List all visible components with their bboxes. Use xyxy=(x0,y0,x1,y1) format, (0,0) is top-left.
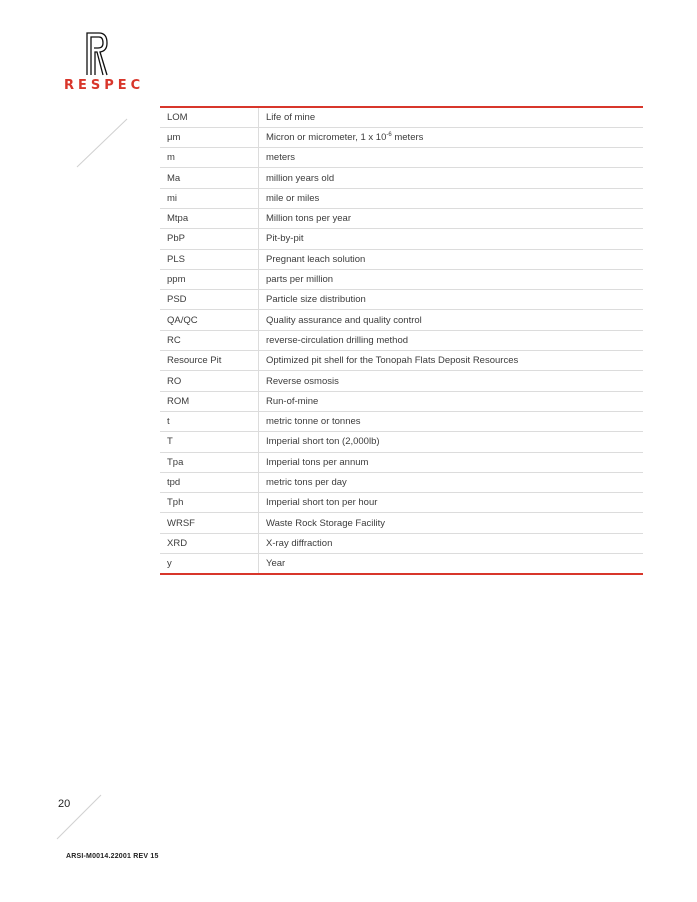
table-row xyxy=(160,513,643,533)
abbr-definition: Year xyxy=(266,557,286,569)
abbr-definition: metric tons per day xyxy=(259,472,644,492)
table-row xyxy=(160,391,643,411)
table-row xyxy=(160,452,643,472)
abbr-term: ROM xyxy=(160,391,259,411)
abbr-term: Resource Pit xyxy=(160,351,259,371)
table-row xyxy=(160,148,643,168)
abbr-definition: X-ray diffraction xyxy=(259,533,644,553)
table-row xyxy=(160,188,643,208)
table-row xyxy=(160,533,643,553)
table-row xyxy=(160,432,643,452)
decorative-diagonal-footer xyxy=(56,794,102,840)
abbr-definition: Reverse osmosis xyxy=(259,371,644,391)
abbr-term: Tph xyxy=(160,493,259,513)
abbr-term: QA/QC xyxy=(160,310,259,330)
abbr-term: t xyxy=(160,411,259,431)
abbr-definition: Quality assurance and quality control xyxy=(259,310,644,330)
abbr-definition: Imperial tons per annum xyxy=(259,452,644,472)
abbr-term: T xyxy=(160,432,259,452)
abbr-term: y xyxy=(160,554,259,574)
abbr-term: PSD xyxy=(160,290,259,310)
page-number: 20 xyxy=(58,798,71,810)
abbr-definition: Pit-by-pit xyxy=(259,229,644,249)
abbr-term: tpd xyxy=(160,472,259,492)
table-row xyxy=(160,351,643,371)
table-row xyxy=(160,107,643,127)
logo-wordmark: RESPEC xyxy=(64,78,145,93)
table-row xyxy=(160,168,643,188)
abbr-definition: Imperial short ton per hour xyxy=(259,493,644,513)
respec-r-mark-icon xyxy=(84,30,110,76)
abbr-definition: Run-of-mine xyxy=(259,391,644,411)
abbr-term: RC xyxy=(160,330,259,350)
abbr-definition: mile or miles xyxy=(259,188,644,208)
abbr-term: mi xyxy=(160,188,259,208)
table-row xyxy=(160,208,643,228)
abbr-definition: Waste Rock Storage Facility xyxy=(259,513,644,533)
abbr-term: WRSF xyxy=(160,513,259,533)
abbr-term: PLS xyxy=(160,249,259,269)
table-row xyxy=(160,472,643,492)
abbr-term: μm xyxy=(160,127,259,147)
table-row xyxy=(160,229,643,249)
abbr-definition: Particle size distribution xyxy=(259,290,644,310)
abbr-term: Mtpa xyxy=(160,208,259,228)
table-row xyxy=(160,290,643,310)
decorative-diagonal-top xyxy=(76,118,128,168)
abbr-term: Ma xyxy=(160,168,259,188)
abbr-definition: metric tonne or tonnes xyxy=(259,411,644,431)
abbr-term: XRD xyxy=(160,533,259,553)
table-row xyxy=(160,493,643,513)
abbreviations-table xyxy=(160,106,643,575)
abbr-term: PbP xyxy=(160,229,259,249)
table-row xyxy=(160,554,643,574)
abbr-definition: Life of mine xyxy=(259,107,644,127)
abbr-term: LOM xyxy=(160,107,259,127)
document-id: ARSI-M0014.22001 REV 15 xyxy=(66,853,159,860)
abbr-definition-text: Micron or micrometer, 1 x 10 xyxy=(266,132,387,144)
abbr-definition: million years old xyxy=(259,168,644,188)
abbr-term: Tpa xyxy=(160,452,259,472)
abbr-definition: reverse-circulation drilling method xyxy=(259,330,644,350)
table-row xyxy=(160,371,643,391)
abbr-term: m xyxy=(160,148,259,168)
abbr-definition xyxy=(259,127,644,147)
table-row xyxy=(160,330,643,350)
abbr-definition: meters xyxy=(259,148,644,168)
respec-logo xyxy=(64,30,145,110)
abbr-definition: Million tons per year xyxy=(259,208,644,228)
abbr-definition: Imperial short ton (2,000lb) xyxy=(259,432,644,452)
abbr-superscript: -6 xyxy=(386,131,392,138)
abbr-definition: Pregnant leach solution xyxy=(259,249,644,269)
table-row xyxy=(160,249,643,269)
table-row xyxy=(160,310,643,330)
abbr-definition-suffix: meters xyxy=(391,132,424,144)
table-row xyxy=(160,269,643,289)
abbr-term: RO xyxy=(160,371,259,391)
abbr-definition: Optimized pit shell for the Tonopah Flats Deposit Resources xyxy=(259,351,644,371)
abbreviations-body xyxy=(160,107,643,574)
abbr-term: ppm xyxy=(160,269,259,289)
table-row xyxy=(160,127,643,147)
table-row xyxy=(160,411,643,431)
abbr-definition: parts per million xyxy=(259,269,644,289)
